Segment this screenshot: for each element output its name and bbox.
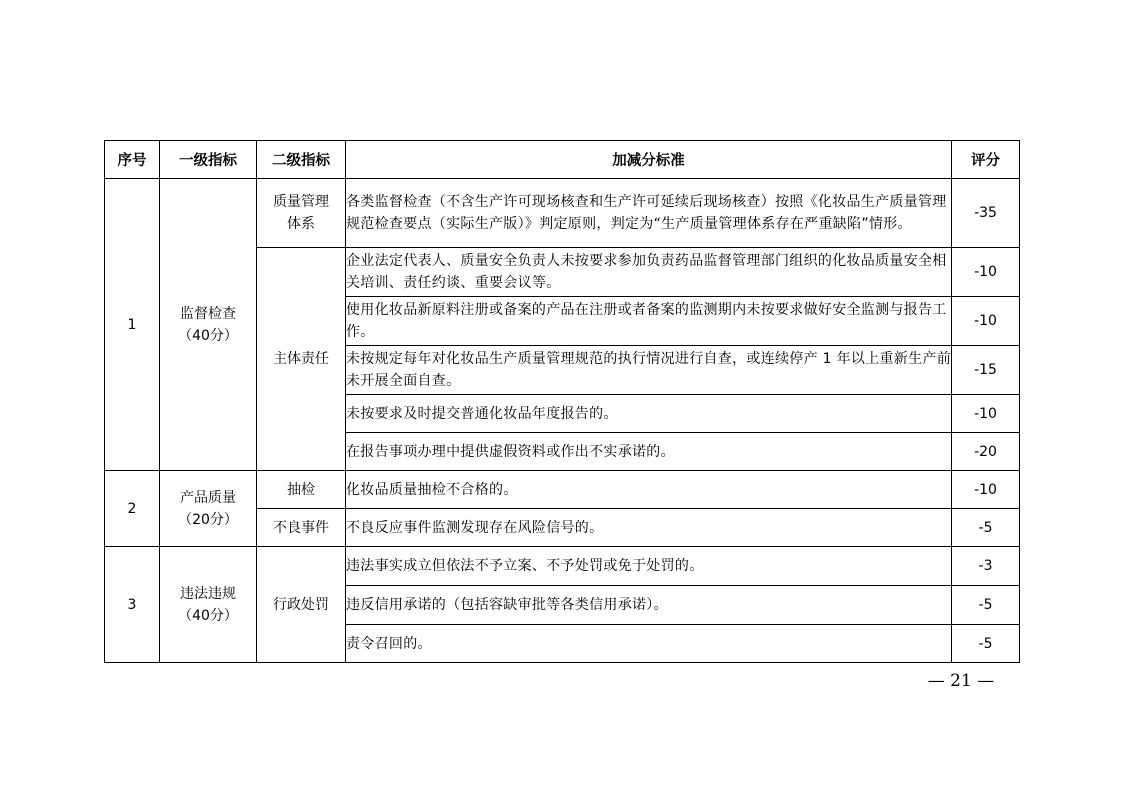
level2-quality-system (257, 179, 346, 248)
header-score: 评分 (952, 141, 1020, 179)
criterion-cell: 违反信用承诺的（包括容缺审批等各类信用承诺）。 (346, 586, 952, 625)
level1-name: 违法违规 (180, 585, 236, 602)
header-level1: 一级指标 (160, 141, 257, 179)
score-cell: -10 (952, 395, 1020, 433)
criterion-cell: 不良反应事件监测发现存在风险信号的。 (346, 509, 952, 547)
criterion-cell: 责令召回的。 (346, 625, 952, 663)
criterion-cell: 未按要求及时提交普通化妆品年度报告的。 (346, 395, 952, 433)
table-row (105, 471, 1020, 509)
score-cell: -3 (952, 547, 1020, 586)
group-3-level1 (160, 547, 257, 663)
table-header-row (105, 141, 1020, 179)
group-2-no: 2 (105, 471, 160, 547)
level1-points: （20分） (178, 511, 238, 528)
criterion-cell: 企业法定代表人、质量安全负责人未按要求参加负责药品监督管理部门组织的化妆品质量安全相关培训、责任约谈、重要会议等。 (346, 248, 952, 297)
header-no: 序号 (105, 141, 160, 179)
table-row (105, 547, 1020, 586)
criterion-cell: 使用化妆品新原料注册或备案的产品在注册或者备案的监测期内未按要求做好安全监测与报告工作。 (346, 297, 952, 346)
criterion-cell: 违法事实成立但依法不予立案、不予处罚或免于处罚的。 (346, 547, 952, 586)
score-cell: -20 (952, 433, 1020, 471)
group-1-level1 (160, 179, 257, 471)
level2-line: 质量管理 (273, 194, 329, 210)
header-level2: 二级指标 (257, 141, 346, 179)
level1-points: （40分） (178, 327, 238, 344)
score-cell: -5 (952, 625, 1020, 663)
criterion-cell: 在报告事项办理中提供虚假资料或作出不实承诺的。 (346, 433, 952, 471)
score-cell: -5 (952, 586, 1020, 625)
criterion-cell: 未按规定每年对化妆品生产质量管理规范的执行情况进行自查，或连续停产 1 年以上重新生产前未开展全面自查。 (346, 346, 952, 395)
table-row (105, 179, 1020, 248)
page-number: — 21 — (927, 671, 995, 691)
score-cell: -35 (952, 179, 1020, 248)
level1-name: 监督检查 (180, 305, 236, 322)
criterion-cell: 化妆品质量抽检不合格的。 (346, 471, 952, 509)
group-2-level1 (160, 471, 257, 547)
header-criteria: 加减分标准 (346, 141, 952, 179)
scoring-table (104, 140, 1020, 663)
score-cell: -10 (952, 248, 1020, 297)
level2-adverse-events: 不良事件 (257, 509, 346, 547)
group-3-no: 3 (105, 547, 160, 663)
score-cell: -5 (952, 509, 1020, 547)
level2-line: 体系 (287, 216, 315, 232)
score-cell: -10 (952, 471, 1020, 509)
score-cell: -10 (952, 297, 1020, 346)
group-1-no: 1 (105, 179, 160, 471)
level1-points: （40分） (178, 607, 238, 624)
criterion-cell: 各类监督检查（不含生产许可现场核查和生产许可延续后现场核查）按照《化妆品生产质量管理规范检查要点（实际生产版）》判定原则，判定为“生产质量管理体系存在严重缺陷”情形。 (346, 179, 952, 248)
level2-main-responsibility: 主体责任 (257, 248, 346, 471)
level2-sampling: 抽检 (257, 471, 346, 509)
score-cell: -15 (952, 346, 1020, 395)
level1-name: 产品质量 (180, 489, 236, 506)
level2-administrative-penalty: 行政处罚 (257, 547, 346, 663)
